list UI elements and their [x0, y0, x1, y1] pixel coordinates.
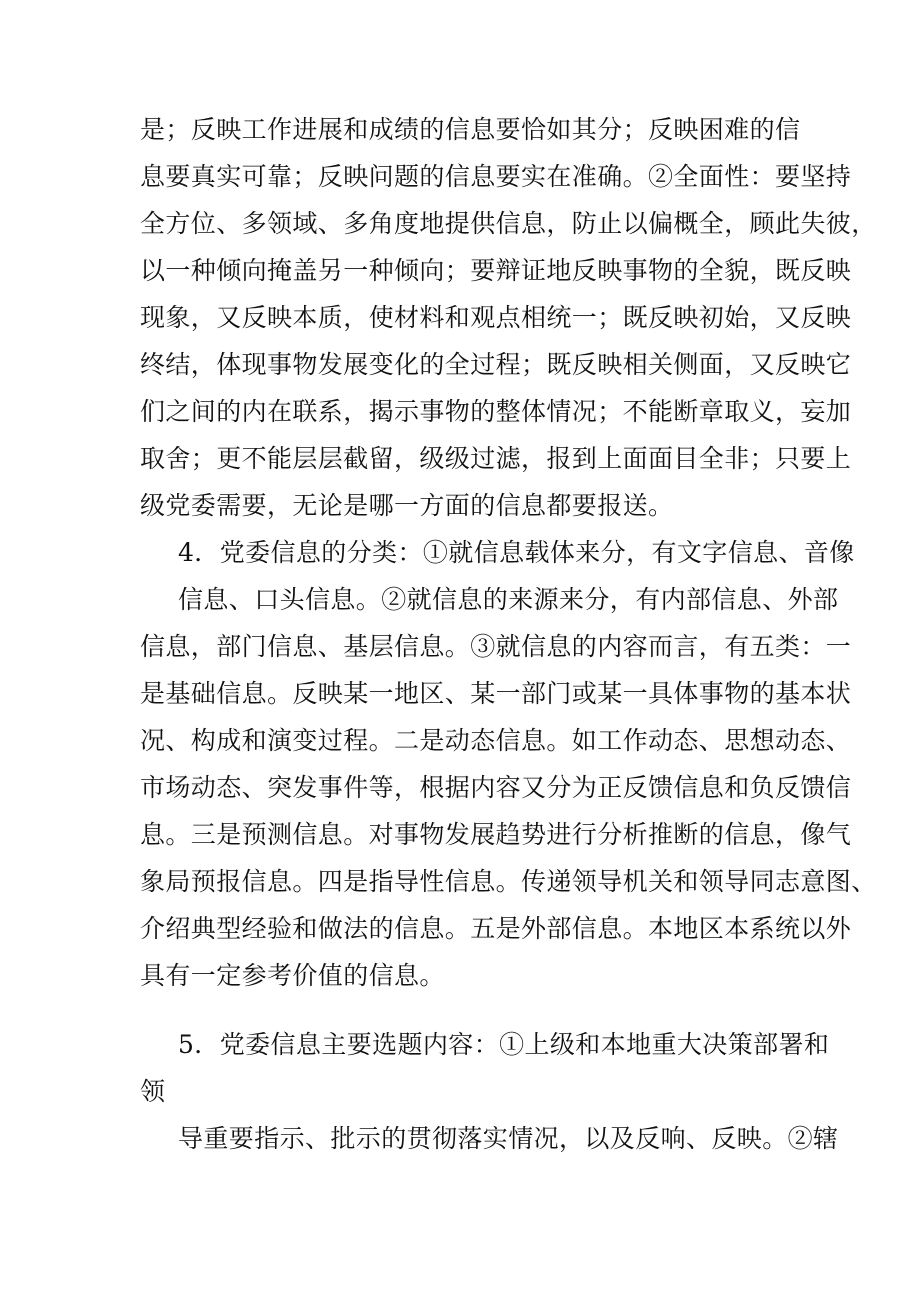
text-line: 象局预报信息。四是指导性信息。传递领导机关和领导同志意图、 [140, 867, 877, 896]
text-line: 们之间的内在联系，揭示事物的整体情况；不能断章取义，妄加 [140, 397, 852, 426]
text-line: 息。三是预测信息。对事物发展趋势进行分析推断的信息，像气 [140, 820, 852, 849]
text-line: 介绍典型经验和做法的信息。五是外部信息。本地区本系统以外 [140, 914, 852, 943]
text-line: 取舍；更不能层层截留，级级过滤，报到上面面目全非；只要上 [140, 444, 852, 473]
text-line: 领 [140, 1077, 166, 1106]
text-line: 信息、口头信息。②就信息的来源来分，有内部信息、外部 [178, 585, 839, 614]
text-line: 级党委需要，无论是哪一方面的信息都要报送。 [140, 491, 674, 520]
text-line: 终结，体现事物发展变化的全过程；既反映相关侧面，又反映它 [140, 350, 852, 379]
text-line: 息要真实可靠；反映问题的信息要实在准确。②全面性：要坚持 [140, 162, 852, 191]
text-line: 以一种倾向掩盖另一种倾向；要辩证地反映事物的全貌，既反映 [140, 256, 852, 285]
text-line: 全方位、多领域、多角度地提供信息，防止以偏概全，顾此失彼， [140, 209, 877, 238]
text-line: 是；反映工作进展和成绩的信息要恰如其分；反映困难的信 [140, 115, 801, 144]
text-line: 信息，部门信息、基层信息。③就信息的内容而言，有五类：一 [140, 632, 852, 661]
section-heading-5: 5．党委信息主要选题内容：①上级和本地重大决策部署和 [178, 1030, 830, 1059]
text-line: 现象，又反映本质，使材料和观点相统一；既反映初始，又反映 [140, 303, 852, 332]
text-line: 市场动态、突发事件等，根据内容又分为正反馈信息和负反馈信 [140, 773, 852, 802]
text-line: 况、构成和演变过程。二是动态信息。如工作动态、思想动态、 [140, 726, 852, 755]
text-line: 导重要指示、批示的贯彻落实情况，以及反响、反映。②辖 [178, 1124, 839, 1153]
text-line: 是基础信息。反映某一地区、某一部门或某一具体事物的基本状 [140, 679, 852, 708]
section-heading-4: 4．党委信息的分类：①就信息载体来分，有文字信息、音像 [178, 538, 855, 567]
text-line: 具有一定参考价值的信息。 [140, 961, 445, 990]
